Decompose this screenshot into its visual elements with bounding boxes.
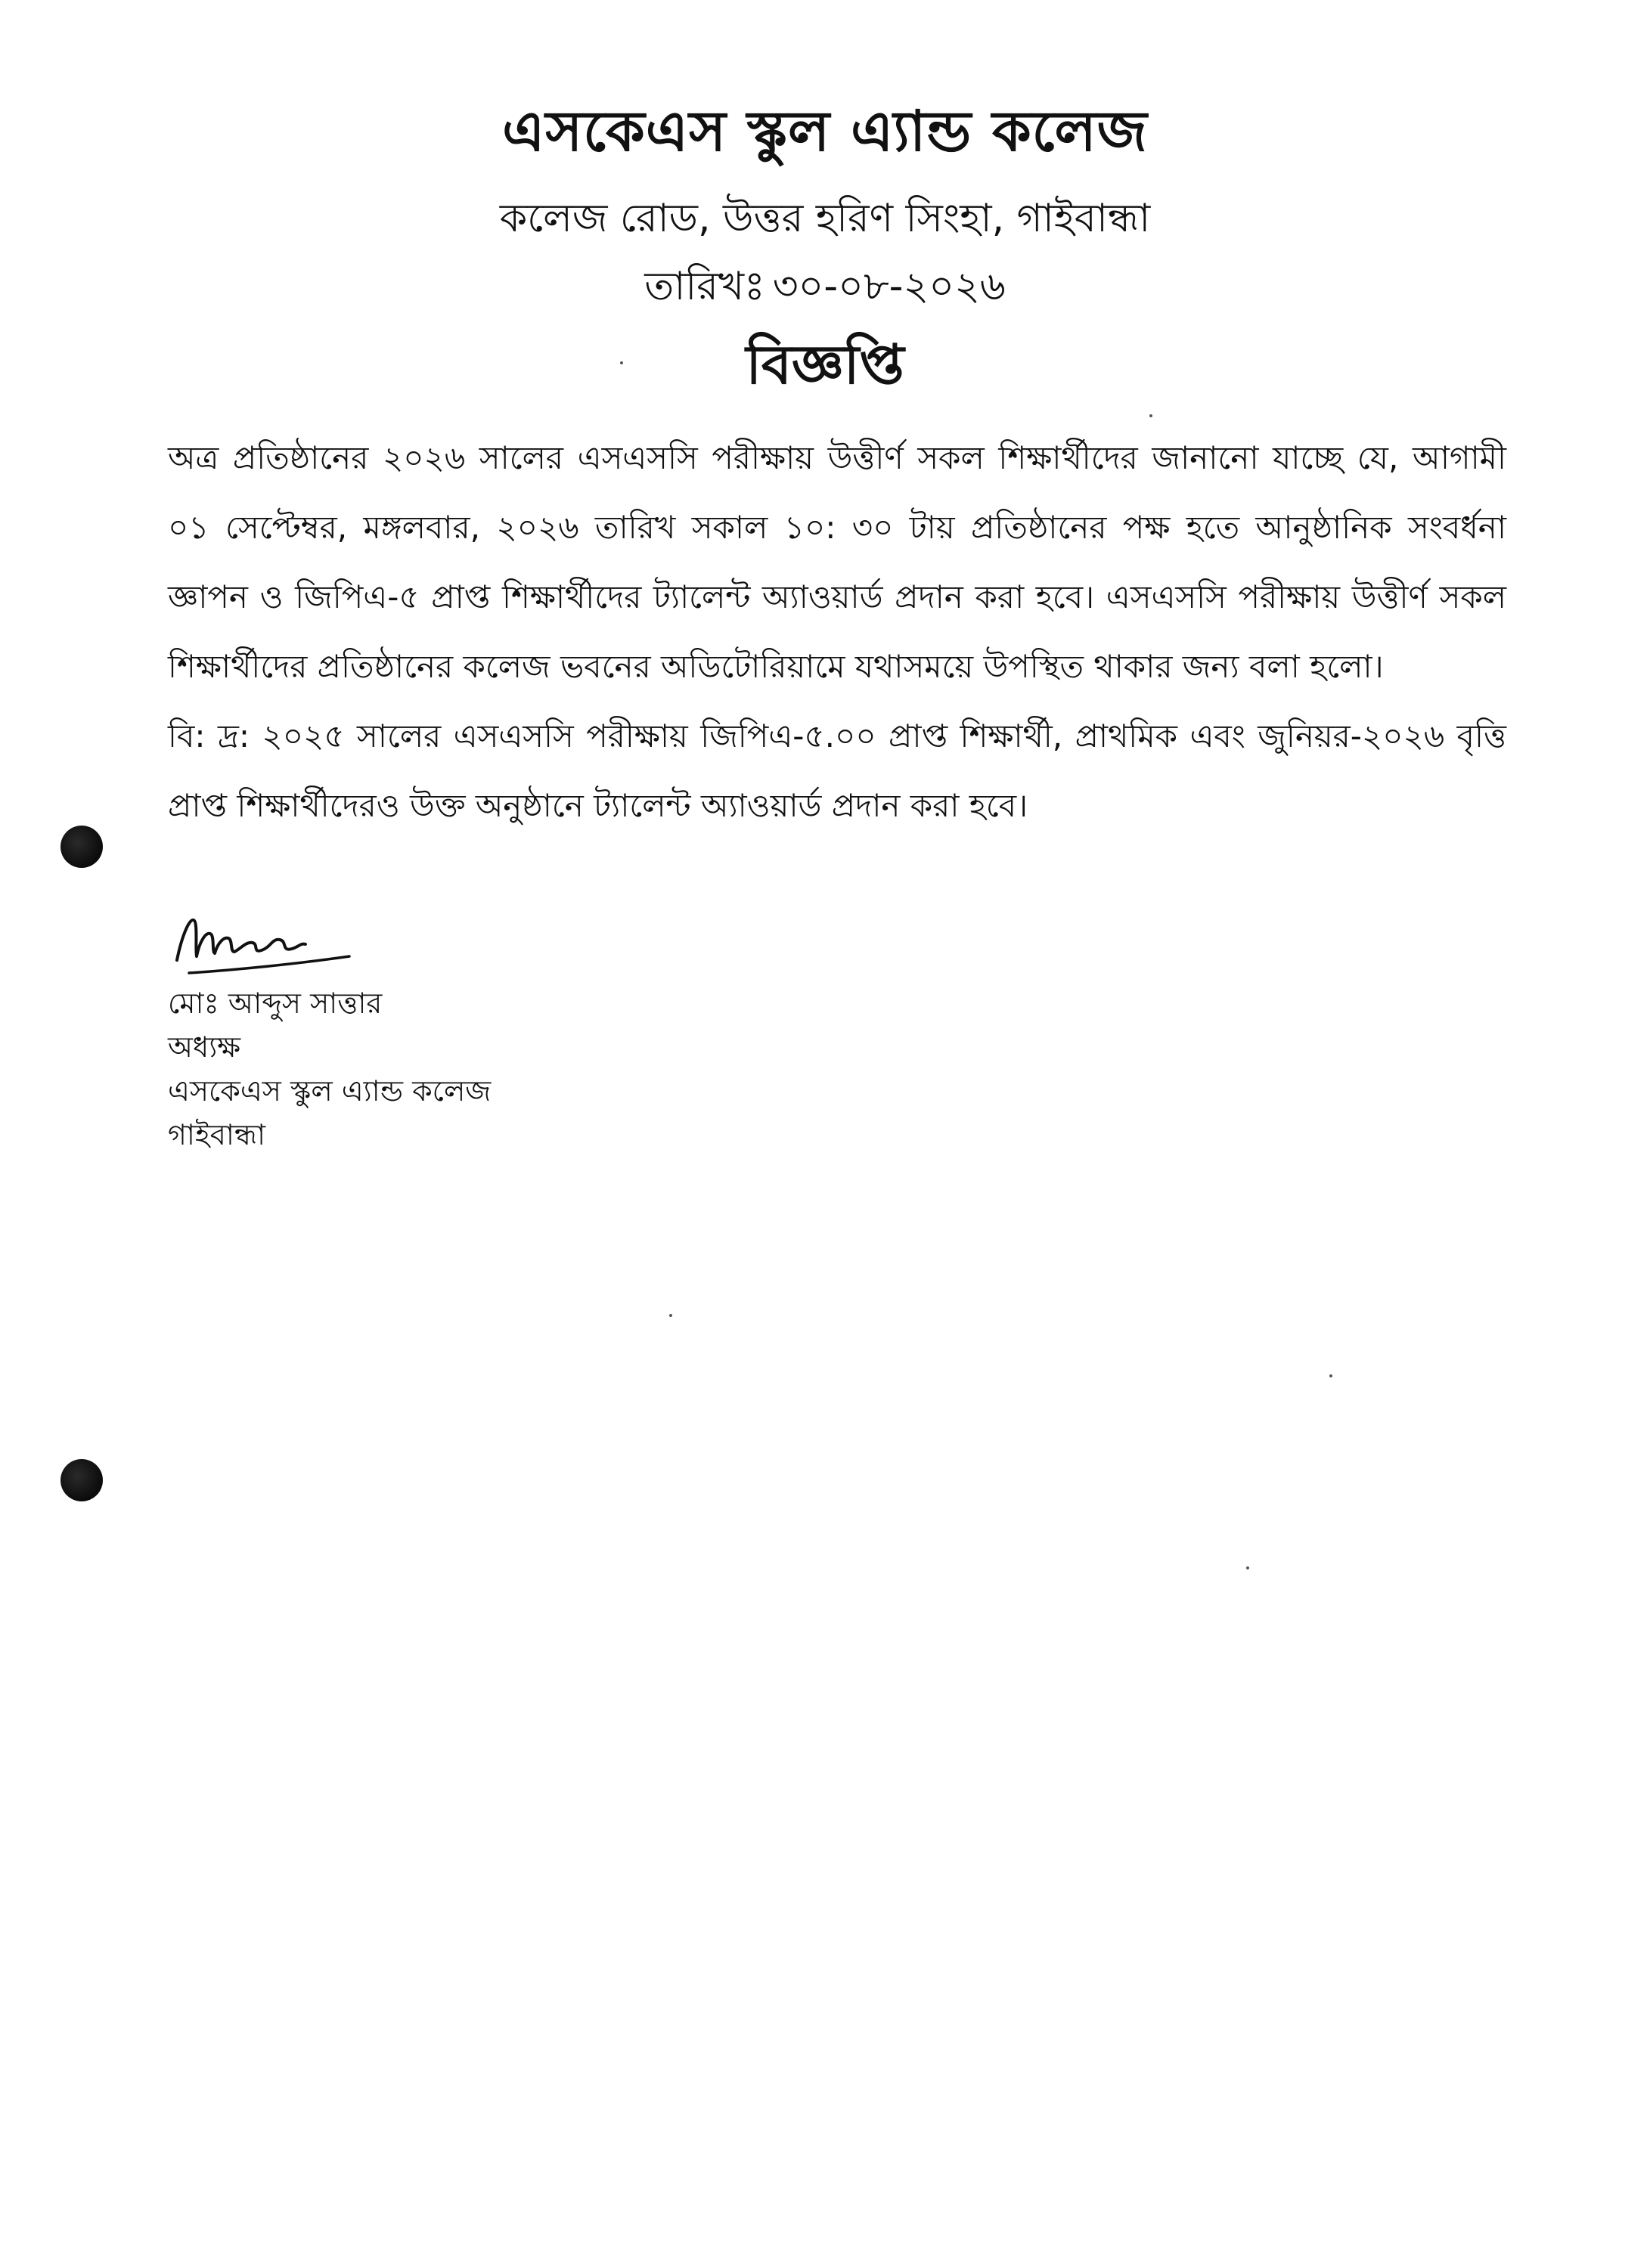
date-label: তারিখঃ [644,264,765,309]
signature-icon [168,903,364,987]
punch-hole-icon [60,826,103,868]
date-value: ৩০-০৮-২০২৬ [772,264,1006,309]
notice-note: বি: দ্র: ২০২৫ সালের এসএসসি পরীক্ষায় জিপিএ-৫.০০ প্রাপ্ত শিক্ষার্থী, প্রাথমিক এবং জুনিয়র-২০২৬ বৃত্তি প্রাপ্ত শিক্ষার্থীদেরও উক্ত অনুষ্ঠানে ট্যালেন্ট অ্যাওয়ার্ড প্রদান করা হবে। [168,717,1506,824]
paper-speck [1329,1374,1332,1377]
paper-speck [669,1314,672,1317]
notice-title: বিজ্ঞপ্তি [746,333,904,396]
notice-paragraph: অত্র প্রতিষ্ঠানের ২০২৬ সালের এসএসসি পরীক্ষায় উত্তীর্ণ সকল শিক্ষার্থীদের জানানো যাচ্ছে যে, আগামী ০১ সেপ্টেম্বর, মঙ্গলবার, ২০২৬ তারিখ সকাল ১০: ৩০ টায় প্রতিষ্ঠানের পক্ষ হতে আনুষ্ঠানিক সংবর্ধনা জ্ঞাপন ও জিপিএ-৫ প্রাপ্ত শিক্ষার্থীদের ট্যালেন্ট অ্যাওয়ার্ড প্রদান করা হবে। এসএসসি পরীক্ষায় উত্তীর্ণ সকল শিক্ষার্থীদের প্রতিষ্ঠানের কলেজ ভবনের অডিটোরিয়ামে যথাসময়ে উপস্থিত থাকার জন্য বলা হলো। [168,439,1506,685]
signatory-designation: অধ্যক্ষ [168,1030,241,1064]
signatory-location: গাইবান্ধা [168,1118,265,1151]
notice-body [168,423,1506,841]
notice-date [0,256,1650,321]
signatory-institution: এসকেএস স্কুল এ্যান্ড কলেজ [168,1074,492,1108]
punch-hole-icon [60,1459,103,1501]
school-address: কলেজ রোড, উত্তর হরিণ সিংহা, গাইবান্ধা [499,196,1151,241]
paper-speck [620,361,623,364]
paper-speck [1246,1566,1249,1569]
school-name: এসকেএস স্কুল এ্যান্ড কলেজ [502,99,1148,164]
signatory-name: মোঃ আব্দুস সাত্তার [168,987,383,1020]
paper-speck [1149,414,1152,417]
signatory-block [168,981,491,1157]
